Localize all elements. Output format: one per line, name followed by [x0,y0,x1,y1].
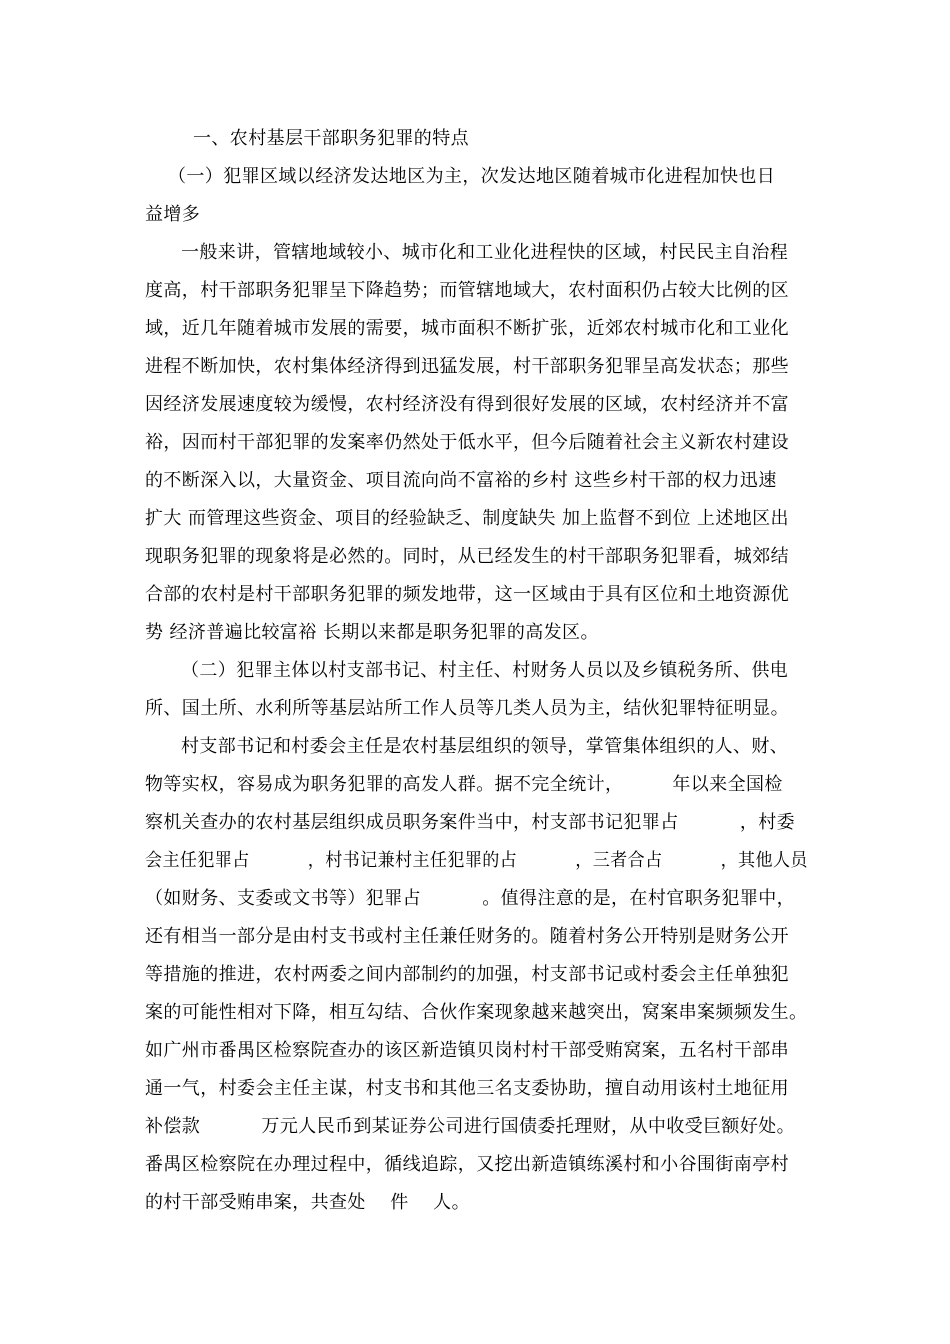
paragraph-line: （如财务、支委或文书等）犯罪占 。值得注意的是，在村官职务犯罪中， [145,888,796,909]
paragraph-line: 会主任犯罪占 ，村书记兼村主任犯罪的占 ，三者合占 ，其他人员 [145,850,808,871]
paragraph-line: 物等实权，容易成为职务犯罪的高发人群。据不完全统计， 年以来全国检 [145,774,783,795]
paragraph-line: 补偿款 万元人民币到某证券公司进行国债委托理财，从中收受巨额好处。 [145,1116,796,1137]
paragraph-line: 域，近几年随着城市发展的需要，城市面积不断扩张，近郊农村城市化和工业化 [145,318,789,339]
paragraph-line: 番禺区检察院在办理过程中，循线追踪，又挖出新造镇练溪村和小谷围街南亭村 [145,1154,789,1175]
paragraph-line: 的不断深入以，大量资金、项目流向尚不富裕的乡村 这些乡村干部的权力迅速 [145,470,777,491]
paragraph-line: 度高，村干部职务犯罪呈下降趋势；而管辖地域大，农村面积仍占较大比例的区 [145,280,789,301]
paragraph-line: 察机关查办的农村基层组织成员职务案件当中，村支部书记犯罪占 ，村委 [145,812,796,833]
paragraph-line: 等措施的推进，农村两委之间内部制约的加强，村支部书记或村委会主任单独犯 [145,964,789,985]
subheading-1-line-1: （一）犯罪区域以经济发达地区为主，次发达地区随着城市化进程加快也日 [168,166,776,187]
paragraph-line: 裕，因而村干部犯罪的发案率仍然处于低水平，但今后随着社会主义新农村建设 [145,432,789,453]
paragraph-line: 的村干部受贿串案，共查处 件 人。 [145,1192,470,1213]
subheading-1-line-2: 益增多 [145,204,201,225]
paragraph-line: 如广州市番禺区检察院查办的该区新造镇贝岗村村干部受贿窝案，五名村干部串 [145,1040,789,1061]
paragraph-line: 因经济发展速度较为缓慢，农村经济没有得到很好发展的区域，农村经济并不富 [145,394,789,415]
paragraph-line: 一般来讲，管辖地域较小、城市化和工业化进程快的区域，村民民主自治程 [181,242,789,263]
paragraph-line: 还有相当一部分是由村支书或村主任兼任财务的。随着村务公开特别是财务公开 [145,926,789,947]
paragraph-line: 扩大 而管理这些资金、项目的经验缺乏、制度缺失 加上监督不到位 上述地区出 [145,508,789,529]
section-heading: 一、农村基层干部职务犯罪的特点 [193,128,469,149]
paragraph-line: 村支部书记和村委会主任是农村基层组织的领导，掌管集体组织的人、财、 [181,736,789,757]
paragraph-line: 势 经济普遍比较富裕 长期以来都是职务犯罪的高发区。 [145,622,599,643]
paragraph-line: 案的可能性相对下降，相互勾结、合伙作案现象越来越突出，窝案串案频频发生。 [145,1002,808,1023]
subheading-2-line-1: （二）犯罪主体以村支部书记、村主任、村财务人员以及乡镇税务所、供电 [181,660,789,681]
paragraph-line: 现职务犯罪的现象将是必然的。同时，从已经发生的村干部职务犯罪看，城郊结 [145,546,789,567]
paragraph-line: 通一气，村委会主任主谋，村支书和其他三名支委协助，擅自动用该村土地征用 [145,1078,789,1099]
subheading-2-line-2: 所、国土所、水利所等基层站所工作人员等几类人员为主，结伙犯罪特征明显。 [145,698,789,719]
paragraph-line: 合部的农村是村干部职务犯罪的频发地带，这一区域由于具有区位和土地资源优 [145,584,789,605]
paragraph-line: 进程不断加快，农村集体经济得到迅猛发展，村干部职务犯罪呈高发状态；那些 [145,356,789,377]
